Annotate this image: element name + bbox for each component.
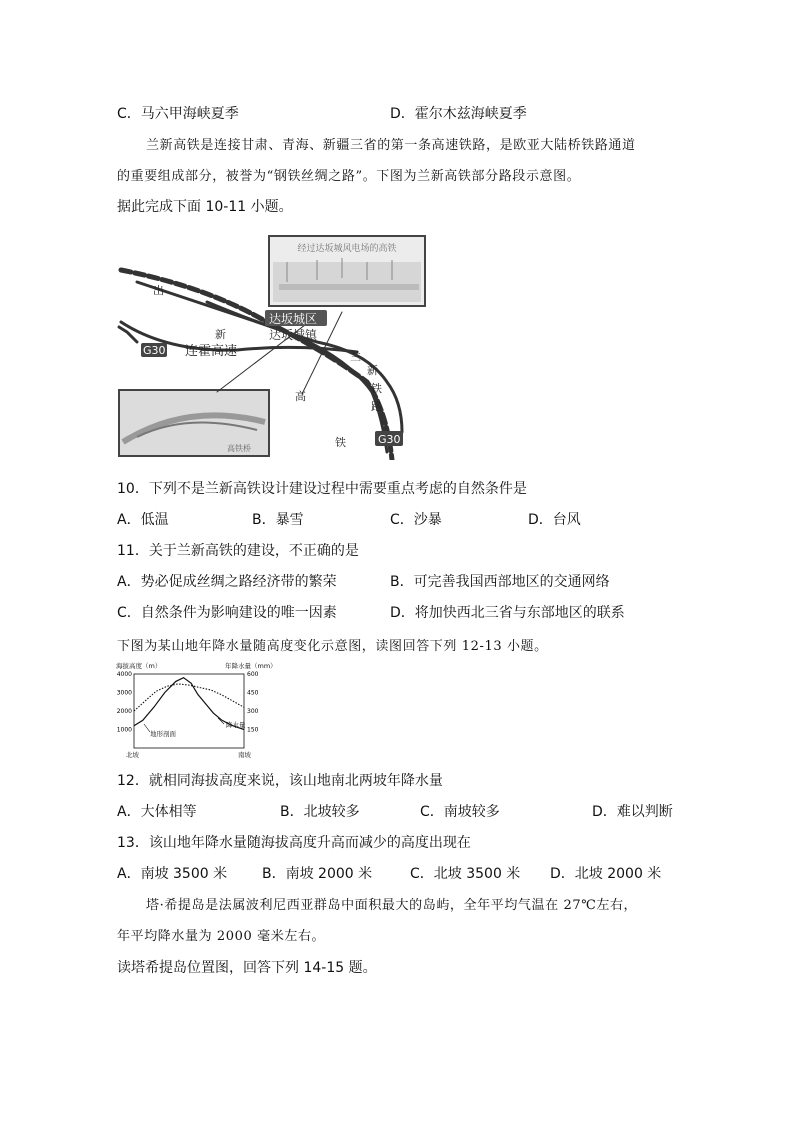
ylabel-right: 年降水量（mm） — [225, 662, 274, 670]
ylabel-left: 海拔高度（m） — [116, 662, 162, 670]
x-label-north: 北坡 — [126, 751, 139, 759]
label-lianhuo: 连霍高速 — [185, 344, 238, 359]
q9-option-d: D．霍尔木兹海峡夏季 — [390, 106, 527, 122]
y-right-tick-3: 150 — [247, 726, 259, 734]
label-g30-left: G30 — [143, 344, 166, 357]
q13-option-a: A．南坡 3500 米 — [117, 866, 228, 882]
series-precipitation — [134, 684, 244, 711]
passage1-instruction: 据此完成下面 10-11 小题。 — [117, 199, 293, 215]
q13-stem: 13．该山地年降水量随海拔高度升高而减少的高度出现在 — [117, 835, 471, 851]
q13-option-b: B．南坡 2000 米 — [262, 866, 373, 882]
passage1-line1: 兰新高铁是连接甘肃、青海、新疆三省的第一条高速铁路，是欧亚大陆桥铁路通道 — [146, 138, 636, 153]
q10-stem: 10．下列不是兰新高铁设计建设过程中需要重点考虑的自然条件是 — [117, 481, 527, 497]
lanxin-rail-map — [117, 232, 427, 460]
q11-option-d: D．将加快西北三省与东部地区的联系 — [390, 605, 625, 621]
q12-option-c: C．南坡较多 — [420, 804, 500, 820]
q9-option-c: C．马六甲海峡夏季 — [117, 106, 239, 122]
q11-option-c: C．自然条件为影响建设的唯一因素 — [117, 605, 337, 621]
label-tie: 铁 — [335, 436, 346, 449]
label-lan-2: 新 — [367, 364, 378, 377]
rail-map-svg — [117, 232, 427, 460]
q12-stem: 12．就相同海拔高度来说，该山地南北两坡年降水量 — [117, 773, 443, 789]
y-left-tick-3: 1000 — [116, 726, 132, 734]
x-label-south: 南坡 — [238, 751, 251, 759]
label-g30-right: G30 — [378, 433, 401, 446]
passage1-line2: 的重要组成部分，被誉为“钢铁丝绸之路”。下图为兰新高铁部分路段示意图。 — [117, 169, 581, 184]
label-top-left: 出 — [153, 284, 164, 297]
q12-option-d: D．难以判断 — [592, 804, 673, 820]
label-dabancheng-district: 达坂城区 — [269, 312, 318, 326]
y-left-tick-2: 2000 — [116, 708, 132, 715]
label-xin: 新 — [215, 328, 226, 341]
wind-farm-caption: 经过达坂城风电场的高铁 — [297, 244, 397, 254]
q10-option-d: D．台风 — [528, 512, 581, 528]
label-gao: 高 — [295, 390, 306, 403]
q13-option-d: D．北坡 2000 米 — [550, 866, 662, 882]
y-right-tick-2: 300 — [247, 708, 259, 715]
q11-option-a: A．势必促成丝绸之路经济带的繁荣 — [117, 574, 337, 590]
q11-stem: 11．关于兰新高铁的建设，不正确的是 — [117, 543, 359, 559]
legend-precip: 降水量 — [226, 721, 246, 729]
precip-chart — [114, 660, 274, 762]
y-right-tick-1: 450 — [247, 689, 259, 697]
q12-option-b: B．北坡较多 — [280, 804, 360, 820]
precip-chart-svg — [114, 660, 274, 762]
y-right-tick-0: 600 — [247, 671, 259, 678]
q12-option-a: A．大体相等 — [117, 804, 197, 820]
passage3-line1: 塔·希提岛是法属波利尼西亚群岛中面积最大的岛屿，全年平均气温在 27℃左右， — [146, 898, 638, 913]
y-left-tick-0: 4000 — [116, 671, 132, 678]
passage3-line2: 年平均降水量为 2000 毫米左右。 — [117, 929, 326, 944]
q11-option-b: B．可完善我国西部地区的交通网络 — [390, 574, 610, 590]
label-lan-4: 路 — [371, 400, 382, 413]
label-dabancheng-town: 达坂城镇 — [269, 328, 318, 342]
q10-option-c: C．沙暴 — [390, 512, 442, 528]
label-lan-1: 兰 — [350, 350, 361, 363]
passage3-instruction: 读塔希提岛位置图，回答下列 14-15 题。 — [117, 960, 377, 976]
passage2-text: 下图为某山地年降水量随高度变化示意图，读图回答下列 12-13 小题。 — [117, 639, 548, 654]
q13-option-c: C．北坡 3500 米 — [410, 866, 521, 882]
q10-option-b: B．暴雪 — [252, 512, 304, 528]
y-left-tick-1: 3000 — [116, 689, 132, 697]
q10-option-a: A．低温 — [117, 512, 169, 528]
label-lan-3: 铁 — [371, 382, 382, 395]
legend-profile: 地形剖面 — [150, 730, 176, 738]
bridge-caption: 高铁桥 — [227, 444, 251, 453]
